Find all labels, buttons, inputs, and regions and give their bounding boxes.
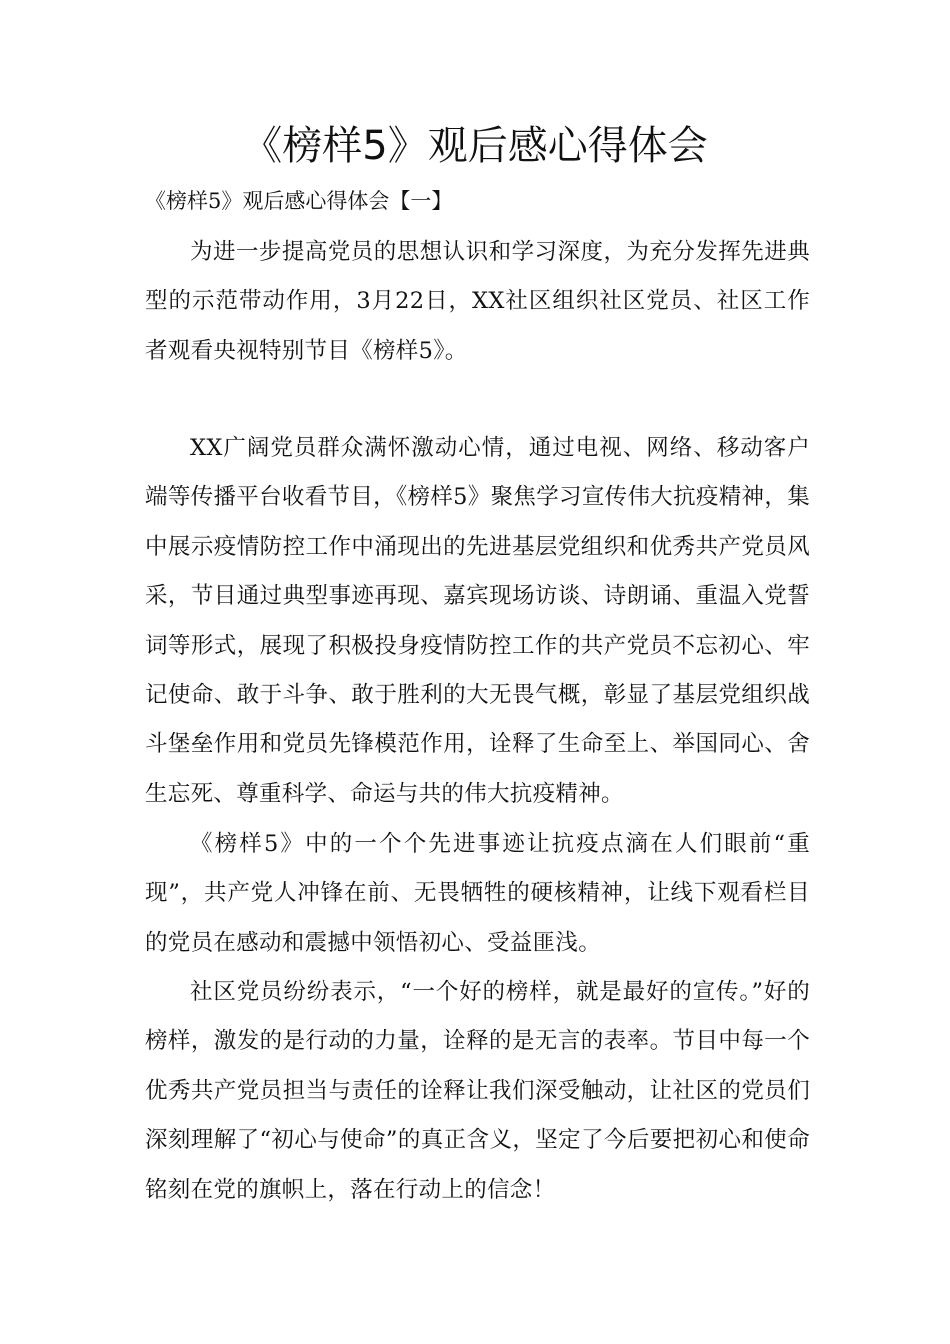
paragraph-1: 为进一步提高党员的思想认识和学习深度，为充分发挥先进典型的示范带动作用，3月22日，XX社区组织社区党员、社区工作者观看央视特别节目《榜样5》。 (145, 239, 810, 364)
paragraph-2: XX广阔党员群众满怀激动心情，通过电视、网络、移动客户端等传播平台收看节目，《榜样5》聚焦学习宣传伟大抗疫精神，集中展示疫情防控工作中涌现出的先进基层党组织和优秀共产党员风采，节目通过典型事迹再现、嘉宾现场访谈、诗朗诵、重温入党誓词等形式，展现了积极投身疫情防控工作的共产党员不忘初心、牢记使命、敢于斗争、敢于胜利的大无畏气概，彰显了基层党组织战斗堡垒作用和党员先锋模范作用，诠释了生命至上、举国同心、舍生忘死、尊重科学、命运与共的伟大抗疫精神。 (145, 435, 810, 807)
document-title: 《榜样5》观后感心得体会 (242, 123, 708, 169)
section-heading: 《榜样5》观后感心得体会【一】 (145, 189, 453, 213)
paragraph-3: 《榜样5》中的一个个先进事迹让抗疫点滴在人们眼前“重现”，共产党人冲锋在前、无畏牺牲的硬核精神，让线下观看栏目的党员在感动和震撼中领悟初心、受益匪浅。 (145, 831, 810, 956)
paragraph-4: 社区党员纷纷表示，“一个好的榜样，就是最好的宣传。”好的榜样，激发的是行动的力量，诠释的是无言的表率。节目中每一个优秀共产党员担当与责任的诠释让我们深受触动，让社区的党员们深刻理解了“初心与使命”的真正含义，坚定了今后要把初心和使命铭刻在党的旗帜上，落在行动上的信念！ (145, 979, 810, 1203)
